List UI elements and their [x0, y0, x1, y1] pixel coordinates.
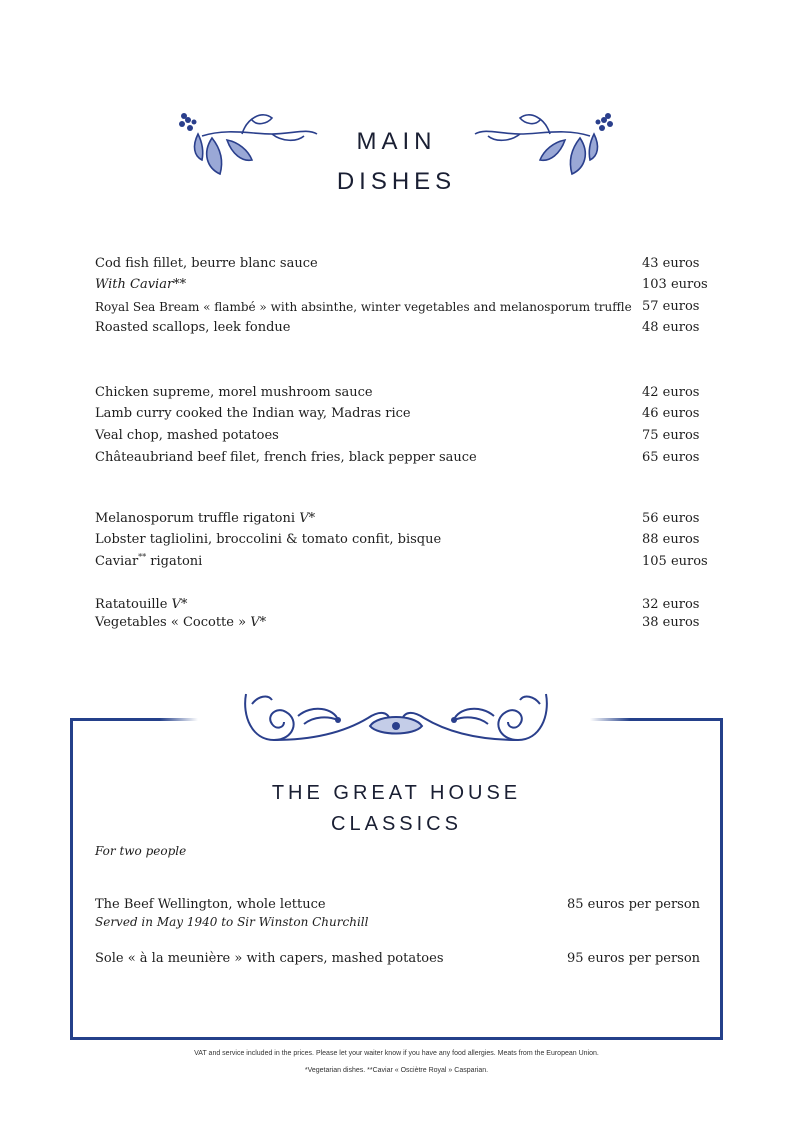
dish-price: 38 euros — [642, 615, 700, 630]
vegetarian-mark: V* — [171, 597, 188, 612]
classics-frame — [70, 718, 723, 1040]
dish-name: Roasted scallops, leek fondue — [95, 320, 291, 335]
footer-note: VAT and service included in the prices. Please let your waiter know if you have any food allergies. Meats from the European Union. — [194, 1050, 599, 1057]
frame-top-right-divider — [590, 718, 723, 721]
page-title-line1: MAIN — [356, 128, 437, 155]
dish-name: Chicken supreme, morel mushroom sauce — [95, 385, 373, 400]
dish-price: 32 euros — [642, 597, 700, 612]
dish-price: 85 euros per person — [567, 897, 701, 912]
classics-subtitle: For two people — [95, 844, 187, 858]
dish-name: With Caviar** — [95, 277, 187, 292]
dish-price: 75 euros — [642, 428, 700, 443]
dish-price: 43 euros — [642, 256, 700, 271]
dish-name: Ratatouille V* — [95, 597, 188, 612]
classics-title-line1: THE GREAT HOUSE — [271, 782, 522, 804]
dish-price: 48 euros — [642, 320, 700, 335]
classics-title-line2: CLASSICS — [331, 813, 462, 835]
dish-name: Sole « à la meunière » with capers, mashed potatoes — [95, 951, 444, 966]
dish-price: 56 euros — [642, 511, 700, 526]
vegetarian-mark: V* — [299, 511, 316, 526]
frame-top-left-divider — [70, 718, 198, 721]
dish-note: Served in May 1940 to Sir Winston Churchill — [95, 915, 369, 929]
dish-name: Cod fish fillet, beurre blanc sauce — [95, 256, 318, 271]
dish-name: Veal chop, mashed potatoes — [95, 428, 279, 443]
dish-price: 57 euros — [642, 299, 700, 314]
dish-name: Royal Sea Bream « flambé » with absinthe, winter vegetables and melanosporum truffle — [95, 300, 632, 314]
vegetarian-mark: V* — [250, 615, 267, 630]
footer-legend: *Vegetarian dishes. **Caviar « Osciètre Royal » Casparian. — [304, 1067, 489, 1074]
dish-price: 103 euros — [642, 277, 708, 292]
dish-price: 88 euros — [642, 532, 700, 547]
dish-name: Caviar** rigatoni — [95, 552, 203, 569]
dish-price: 65 euros — [642, 450, 700, 465]
dish-name: The Beef Wellington, whole lettuce — [95, 897, 326, 912]
dish-price: 105 euros — [642, 554, 708, 569]
dish-price: 46 euros — [642, 406, 700, 421]
dish-price: 42 euros — [642, 385, 700, 400]
dish-price: 95 euros per person — [567, 951, 701, 966]
page-title-line2: DISHES — [336, 168, 457, 195]
dish-name: Lamb curry cooked the Indian way, Madras rice — [95, 406, 411, 421]
dish-name: Lobster tagliolini, broccolini & tomato confit, bisque — [95, 532, 442, 547]
dish-name: Vegetables « Cocotte » V* — [95, 615, 267, 630]
dish-name: Melanosporum truffle rigatoni V* — [95, 511, 316, 526]
baroque-scroll-icon — [238, 686, 554, 750]
caviar-mark: ** — [138, 552, 147, 562]
dish-name: Châteaubriand beef filet, french fries, black pepper sauce — [95, 450, 477, 465]
